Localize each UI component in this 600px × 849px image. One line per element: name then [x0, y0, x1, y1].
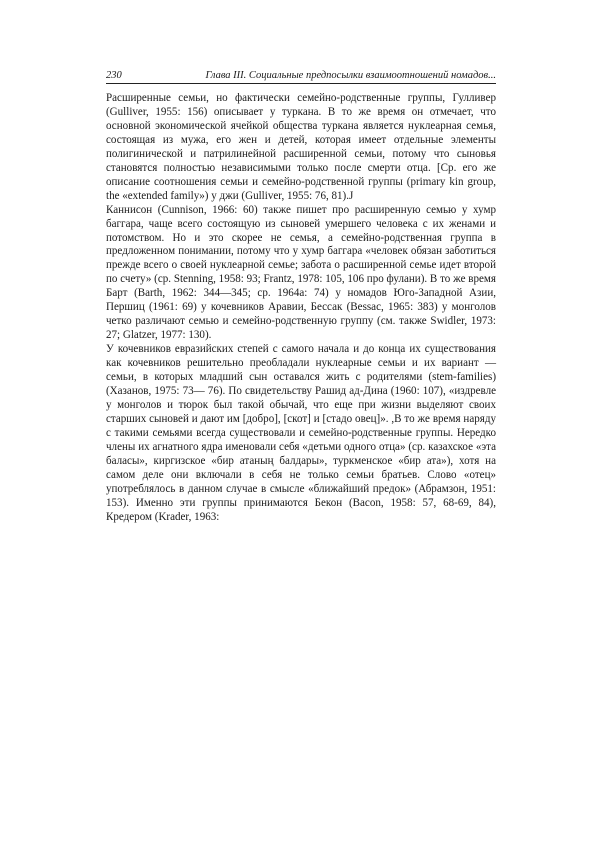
- page-number: 230: [106, 70, 122, 81]
- paragraph-2: Каннисон (Cunnison, 1966: 60) также пишет про расширенную семью у хумр баггара, чаще всего состоящую из сыновей умершего человека с их женами и потомством. Но и это скорее не семья, а семейно-родственная группа в предложенном понимании, потому что у хумр баггара «человек обязан заботиться прежде всего о своей нуклеарной семье; забота о расширенной семье идет второй по счету» (ср. Stenning, 1958: 93; Frantz, 1978: 105, 106 про фулани). В то же время Барт (Barth, 1962: 344—345; ср. 1964а: 74) у номадов Юго-Западной Азии, Першиц (1961: 69) у кочевников Аравии, Бессак (Bessac, 1965: 383) у монголов четко различают семью и семейно-родственную группу (см. также Swidler, 1973: 27; Glatzer, 1977: 130).: [106, 203, 496, 342]
- running-head: [106, 70, 496, 84]
- paragraph-1: Расширенные семьи, но фактически семейно-родственные группы, Гулливер (Gulliver, 1955: 156) описывает у туркана. В то же время он отмечает, что основной экономической ячейкой общества туркана является нуклеарная семья, состоящая из мужа, его жен и детей, которая имеет отдельные элементы полигинической и патрилинейной расширенной семьи, потому что сыновья становятся полностью независимыми только после смерти отца. [Ср. его же описание соотношения семьи и семейно-родственной группы (primary kin group, the «extended family») у джи (Gulliver, 1955: 76, 81).J: [106, 92, 496, 202]
- chapter-title: Глава III. Социальные предпосылки взаимоотношений номадов...: [205, 70, 496, 81]
- body-text: [106, 92, 496, 525]
- document-page: [106, 70, 496, 525]
- paragraph-3: У кочевников евразийских степей с самого начала и до конца их существования как кочевников решительно преобладали нуклеарные семьи и их вариант — семьи, в которых младший сын оставался жить с родителями (stem-families) (Хазанов, 1975: 73— 76). По свидетельству Рашид ад-Дина (1960: 107), «издревле у монголов и тюрок был такой обычай, что еще при жизни выделяют своих старших сыновей и дают им [добро], [скот] и [стадо овец]». ,В то же время наряду с такими семьями всегда существовали и семейно-родственные группы. Нередко члены их агнатного ядра именовали себя «детьми одного отца» (ср. казахское «эта баласы», киргизское «бир атаның балдары», туркменское «бир ата»), хотя на самом деле они включали в себя не только семьи братьев. Слово «отец» употреблялось в данном случае в смысле «ближайший предок» (Абрамзон, 1951: 153). Именно эти группы принимаются Бекон (Bacon, 1958: 57, 68-69, 84), Кредером (Krader, 1963:: [106, 343, 496, 523]
